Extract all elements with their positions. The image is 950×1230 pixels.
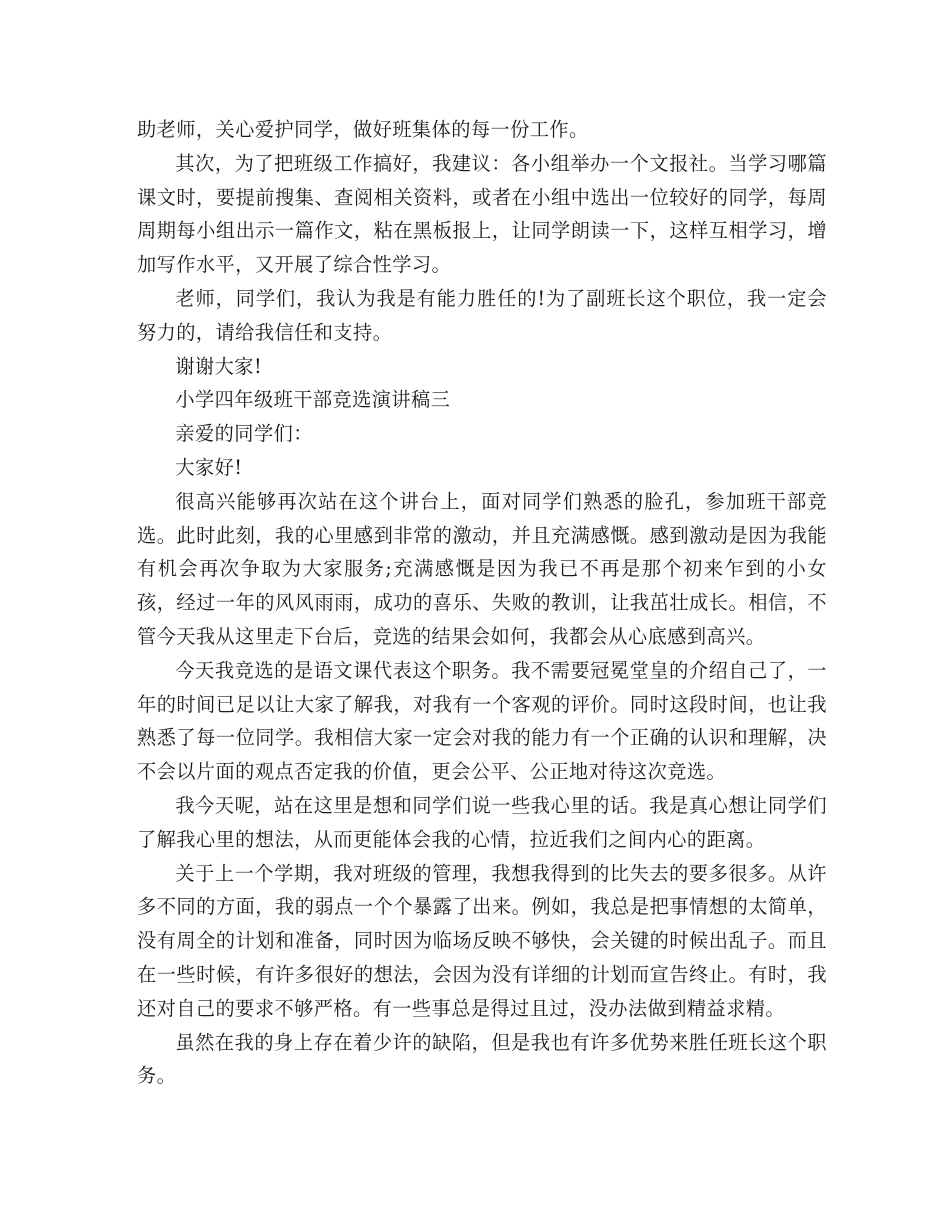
paragraph-2: 其次，为了把班级工作搞好，我建议：各小组举办一个文报社。当学习哪篇课文时，要提前搜集、查阅相关资料，或者在小组中选出一位较好的同学，每周周期每小组出示一篇作文，粘在黑板报上，让同学朗读一下，这样互相学习，增加写作水平，又开展了综合性学习。 — [137, 151, 827, 277]
paragraph-11: 关于上一个学期，我对班级的管理，我想我得到的比失去的要多很多。从许多不同的方面，我的弱点一个个暴露了出来。例如，我总是把事情想的太简单，没有周全的计划和准备，同时因为临场反映不够快，会关键的时候出乱子。而且在一些时候，有许多很好的想法，会因为没有详细的计划而宣告终止。有时，我还对自己的要求不够严格。有一些事总是得过且过，没办法做到精益求精。 — [137, 861, 827, 1020]
paragraph-1: 助老师，关心爱护同学，做好班集体的每一份工作。 — [137, 118, 589, 141]
paragraph-10: 我今天呢，站在这里是想和同学们说一些我心里的话。我是真心想让同学们了解我心里的想法，从而更能体会我的心情，拉近我们之间内心的距离。 — [137, 793, 827, 851]
salutation: 亲爱的同学们： — [175, 422, 313, 446]
paragraph-8: 很高兴能够再次站在这个讲台上，面对同学们熟悉的脸孔，参加班干部竞选。此时此刻，我的心里感到非常的激动，并且充满感慨。感到激动是因为我能有机会再次争取为大家服务;充满感慨是因为我已不再是那个初来乍到的小女孩，经过一年的风风雨雨，成功的喜乐、失败的教训，让我茁壮成长。相信，不管今天我从这里走下台后，竞选的结果会如何，我都会从心底感到高兴。 — [137, 489, 827, 648]
paragraph-3: 老师，同学们，我认为我是有能力胜任的!为了副班长这个职位，我一定会努力的，请给我信任和支持。 — [137, 286, 827, 344]
paragraph-12: 虽然在我的身上存在着少许的缺陷，但是我也有许多优势来胜任班长这个职务。 — [137, 1030, 827, 1088]
section-title: 小学四年级班干部竞选演讲稿三 — [175, 388, 451, 412]
paragraph-9: 今天我竞选的是语文课代表这个职务。我不需要冠冕堂皇的介绍自己了，一年的时间已足以让大家了解我，对我有一个客观的评价。同时这段时间，也让我熟悉了每一位同学。我相信大家一定会对我的能力有一个正确的认识和理解，决不会以片面的观点否定我的价值，更会公平、公正地对待这次竞选。 — [137, 658, 827, 784]
closing-thanks: 谢谢大家! — [175, 354, 263, 378]
document-body — [137, 113, 827, 1093]
greeting: 大家好! — [175, 455, 243, 479]
